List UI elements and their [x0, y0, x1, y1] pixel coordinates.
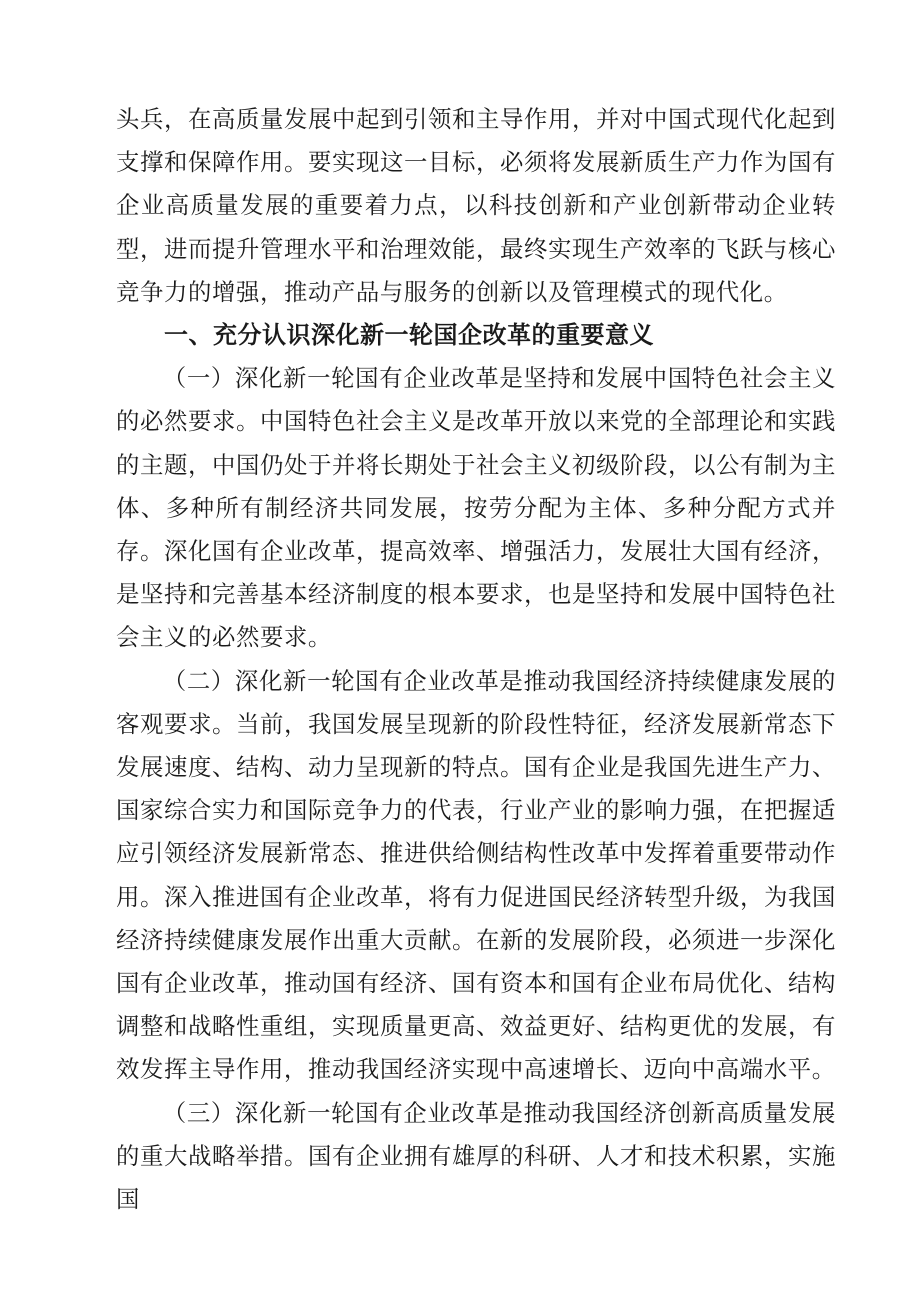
paragraph-point-2: （二）深化新一轮国有企业改革是推动我国经济持续健康发展的客观要求。当前，我国发展呈现新的阶段性特征，经济发展新常态下发展速度、结构、动力呈现新的特点。国有企业是我国先进生产力、国家综合实力和国际竞争力的代表，行业产业的影响力强，在把握适应引领经济发展新常态、推进供给侧结构性改革中发挥着重要带动作用。深入推进国有企业改革，将有力促进国民经济转型升级，为我国经济持续健康发展作出重大贡献。在新的发展阶段，必须进一步深化国有企业改革，推动国有经济、国有资本和国有企业布局优化、结构调整和战略性重组，实现质量更高、效益更好、结构更优的发展，有效发挥主导作用，推动我国经济实现中高速增长、迈向中高端水平。	[116, 666, 836, 1084]
paragraph-continued: 头兵，在高质量发展中起到引领和主导作用，并对中国式现代化起到支撑和保障作用。要实现这一目标，必须将发展新质生产力作为国有企业高质量发展的重要着力点，以科技创新和产业创新带动企业转型，进而提升管理水平和治理效能，最终实现生产效率的飞跃与核心竞争力的增强，推动产品与服务的创新以及管理模式的现代化。	[116, 105, 836, 306]
paragraph-point-3: （三）深化新一轮国有企业改革是推动我国经济创新高质量发展的重大战略举措。国有企业拥有雄厚的科研、人才和技术积累，实施国	[116, 1098, 836, 1214]
document-body	[116, 98, 836, 1221]
paragraph-point-1: （一）深化新一轮国有企业改革是坚持和发展中国特色社会主义的必然要求。中国特色社会主义是改革开放以来党的全部理论和实践的主题，中国仍处于并将长期处于社会主义初级阶段，以公有制为主体、多种所有制经济共同发展，按劳分配为主体、多种分配方式并存。深化国有企业改革，提高效率、增强活力，发展壮大国有经济，是坚持和完善基本经济制度的根本要求，也是坚持和发展中国特色社会主义的必然要求。	[116, 364, 836, 652]
section-heading: 一、充分认识深化新一轮国企改革的重要意义	[164, 321, 654, 350]
